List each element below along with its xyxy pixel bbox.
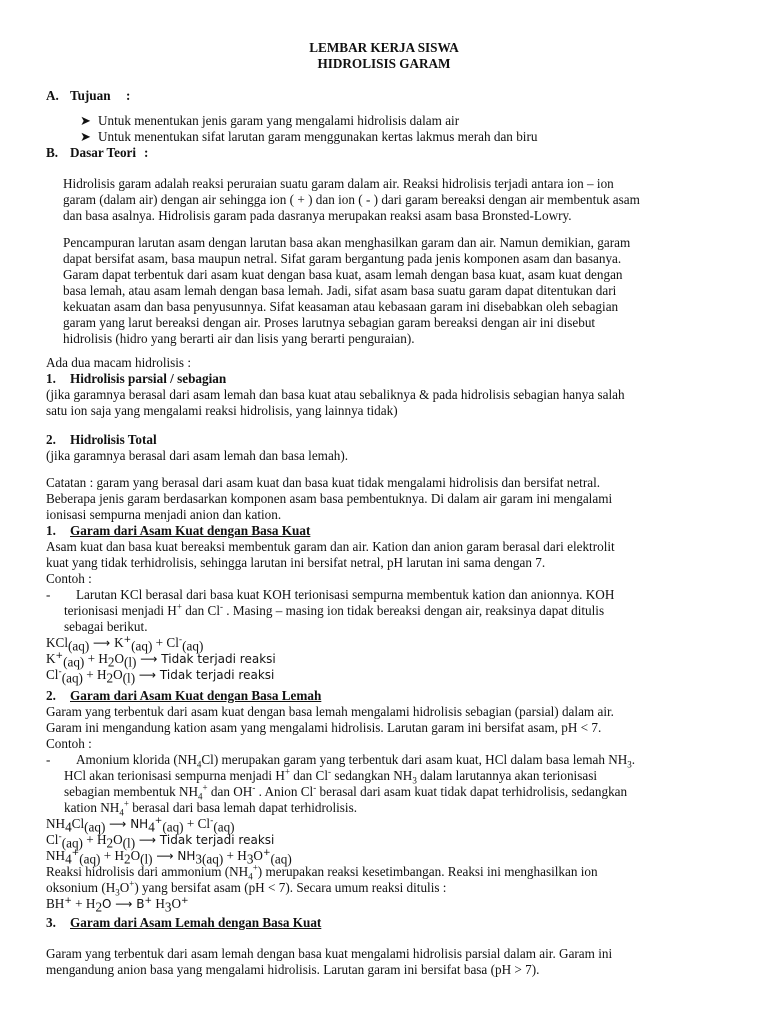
text-line: Larutan KCl berasal dari basa kuat KOH terionisasi sempurna membentuk kation dan anionnya. KOH	[76, 587, 615, 602]
type-1-num: 1.	[46, 371, 56, 386]
eq-sub: 2	[106, 835, 114, 851]
text-line: kekuatan asam dan basa penyusunnya. Sifat keasaman atau kebasaan garam ini disebabkan oleh sebagian	[63, 299, 619, 314]
salt-3-num: 3.	[46, 915, 56, 930]
eq-sub: (aq)	[213, 819, 235, 835]
eq-sub: (aq)	[131, 638, 153, 654]
text-run: terionisasi menjadi H	[64, 603, 177, 618]
text-run: dan Cl	[181, 603, 220, 618]
type-1-title: Hidrolisis parsial / sebagian	[70, 371, 227, 386]
text-sub: 4	[119, 807, 124, 818]
text-run: berasal dari asam kuat tidak dapat terhidrolisis, sedangkan	[316, 784, 628, 799]
eq-part: K	[114, 635, 124, 650]
text-sub: 4	[248, 871, 253, 882]
eq-part: O	[114, 651, 124, 666]
eq-sub: 2	[107, 654, 115, 670]
goal-text: Untuk menentukan sifat larutan garam menggunakan kertas lakmus merah dan biru	[98, 129, 538, 144]
section-b-colon: :	[144, 145, 149, 160]
text-line: dapat bersifat asam, basa maupun netral. Sifat garam bergantung pada jenis komponen asam dan basanya.	[63, 251, 622, 266]
eq-sub: 3	[195, 851, 203, 867]
text-run: O	[119, 880, 130, 895]
text-line: garam yang larut bereaksi dengan air. Proses larutnya sebagian garam bereaksi dengan air ini disebut	[63, 315, 596, 330]
text-run: . Masing – masing ion tidak bereaksi dengan air, reaksinya dapat ditulis	[223, 603, 605, 618]
reaction-kcl	[46, 635, 728, 654]
eq-sub: (aq)	[182, 638, 204, 654]
eq-part: Cl	[46, 832, 59, 847]
text-line: satu ion saja yang mengalami reaksi hidrolisis, yang lainnya tidak)	[46, 403, 398, 418]
section-a-colon: :	[126, 88, 131, 103]
eq-part: H	[152, 896, 165, 911]
eq-part: O	[253, 848, 263, 863]
text-line: Beberapa jenis garam berdasarkan komponen asam basa pembentuknya. Di dalam air garam ini mengalami	[46, 491, 613, 506]
note-block	[46, 475, 728, 686]
eq-arrow: ⟶ NH	[105, 817, 149, 831]
goal-list	[80, 113, 720, 145]
text-line	[64, 768, 635, 784]
eq-sub: 2	[124, 851, 131, 867]
text-run: sedangkan NH	[331, 768, 413, 783]
salt-1-num: 1.	[46, 523, 56, 538]
text-line: basa lemah, atau asam lemah dengan basa lemah. Jadi, sifat asam basa suatu garam dapat ditentukan dari	[63, 283, 617, 298]
text-line: hidrolisis (hidro yang berarti air dan lisis yang berarti penguraian).	[63, 331, 415, 346]
text-sup: +	[284, 766, 290, 777]
salt-3-block	[46, 915, 728, 931]
text-line: kuat yang tidak terhidrolisis, sehingga larutan ini bersifat netral, pH larutan ini sama dengan 7.	[46, 555, 546, 570]
eq-part: + H	[71, 896, 96, 911]
eq-sub: (l)	[124, 654, 137, 670]
goal-item	[80, 113, 720, 129]
text-line: ionisasi sempurna menjadi anion dan kation.	[46, 507, 282, 522]
eq-sub: 4	[65, 819, 72, 835]
eq-sub: 3	[246, 851, 254, 867]
text-run: Reaksi hidrolisis dari ammonium (NH	[46, 864, 249, 879]
text-sup: -	[252, 782, 256, 793]
page-subtitle: HIDROLISIS GARAM	[317, 56, 451, 71]
section-b-header	[46, 145, 728, 161]
text-line: Contoh :	[46, 736, 92, 751]
text-line: Garam ini mengandung kation asam yang mengalami hidrolisis. Larutan garam ini bersifat asam, pH < 7.	[46, 720, 602, 735]
eq-part: K	[46, 651, 56, 666]
text-line: garam (dalam air) dengan air sehingga ion ( + ) dan ion ( - ) dari garam bereaksi dengan air membentuk asam	[63, 192, 640, 207]
text-sup: -	[328, 766, 332, 777]
eq-sub: (aq)	[84, 819, 106, 835]
page-title: LEMBAR KERJA SISWA	[309, 40, 459, 55]
eq-part: O	[113, 832, 123, 847]
eq-sup: +	[144, 896, 153, 906]
eq-arrow: ⟶	[89, 636, 115, 650]
eq-sup: -	[178, 635, 183, 645]
eq-sup: -	[58, 667, 62, 677]
text-line: Pencampuran larutan asam dengan larutan basa akan menghasilkan garam dan air. Namun demikian, garam	[63, 235, 631, 250]
eq-sub: (aq)	[270, 851, 292, 867]
eq-sup: +	[262, 848, 271, 858]
eq-part: O ⟶ B	[102, 897, 145, 911]
text-run: HCl akan terionisasi sempurna menjadi H	[64, 768, 285, 783]
text-sup: -	[313, 782, 317, 793]
eq-sup: -	[58, 832, 62, 842]
text-run: dan Cl	[289, 768, 329, 783]
text-sub: 3	[412, 775, 417, 786]
eq-part: Cl	[46, 667, 59, 682]
salt-3-heading	[46, 915, 728, 931]
text-run: dalam larutannya akan terionisasi	[416, 768, 598, 783]
text-run: . Anion Cl	[255, 784, 314, 799]
types-intro: Ada dua macam hidrolisis :	[46, 355, 192, 370]
reaction-cl-water-2	[46, 832, 728, 851]
eq-sub: (aq)	[202, 851, 224, 867]
salt-1-example	[46, 587, 728, 635]
text-sub: 3	[115, 887, 120, 898]
eq-part: + H	[82, 667, 107, 682]
eq-sub: (aq)	[61, 670, 83, 686]
salt-2-num: 2.	[46, 688, 56, 703]
eq-sup: +	[64, 896, 72, 906]
text-line: mengandung anion basa yang mengalami hidrolisis. Larutan garam ini bersifat basa (pH > 7).	[46, 962, 540, 977]
text-run: ) merupakan reaksi kesetimbangan. Reaksi ini menghasilkan ion	[257, 864, 598, 879]
text-line: Asam kuat dan basa kuat bereaksi membentuk garam dan air. Kation dan anion garam berasal dari elektrolit	[46, 539, 615, 554]
dash-bullet: -	[46, 587, 51, 602]
text-line: Garam dapat terbentuk dari asam kuat dengan basa kuat, asam lemah dengan basa kuat, asam kuat dengan	[63, 267, 623, 282]
goal-text: Untuk menentukan jenis garam yang mengalami hidrolisis dalam air	[98, 113, 460, 128]
arrow-bullet-icon: ➤	[80, 113, 92, 128]
text-line	[46, 864, 728, 880]
text-sup: +	[252, 862, 258, 873]
text-line: Catatan : garam yang berasal dari asam kuat dan basa kuat tidak mengalami hidrolisis dan bersifat netral.	[46, 475, 601, 490]
eq-sub: 3	[164, 899, 172, 915]
eq-sub: (aq)	[79, 851, 101, 867]
eq-part: ⟶ Tidak terjadi reaksi	[135, 668, 275, 682]
hydrolysis-types	[46, 355, 728, 419]
text-run: sebagian membentuk NH	[64, 784, 199, 799]
eq-part: O	[130, 848, 141, 863]
section-a-label: Tujuan	[70, 88, 111, 103]
text-run: Amonium klorida (NH	[76, 752, 197, 767]
section-b-letter: B.	[46, 145, 59, 160]
text-run: oksonium (H	[46, 880, 116, 895]
text-line: terionisasi menjadi H+ dan Cl- . Masing – masing ion tidak bereaksi dengan air, reaksinya dapat ditulis	[64, 601, 605, 618]
type-2-heading	[46, 432, 728, 448]
eq-sub: (l)	[140, 851, 153, 867]
eq-part: + H	[223, 848, 247, 863]
text-run: Cl) merupakan garam yang terbentuk dari asam kuat, HCl dalam basa lemah NH	[201, 752, 628, 767]
theory-paragraph-1	[63, 176, 733, 224]
eq-part: + Cl	[183, 816, 211, 831]
eq-part: + H	[100, 848, 124, 863]
salt-1-heading	[46, 523, 728, 539]
eq-part: ⟶ Tidak terjadi reaksi	[136, 652, 276, 666]
text-line: (jika garamnya berasal dari asam lemah dan basa lemah).	[46, 448, 349, 463]
section-a-header	[46, 88, 728, 104]
eq-sub: (l)	[122, 670, 136, 686]
eq-part: + H	[82, 832, 107, 847]
theory-paragraph-2	[63, 235, 733, 347]
arrow-bullet-icon: ➤	[80, 129, 92, 144]
eq-part: BH	[46, 896, 65, 911]
text-line: Garam yang terbentuk dari asam kuat dengan basa lemah mengalami hidrolisis sebagian (parsial) dalam air.	[46, 704, 614, 719]
eq-sup: -	[210, 816, 214, 826]
reaction-nh4-water	[46, 848, 728, 867]
text-line	[64, 784, 635, 800]
reaction-nh4cl	[46, 816, 728, 835]
text-run: berasal dari basa lemah dapat terhidrolisis.	[128, 800, 358, 815]
text-line	[64, 800, 635, 816]
text-sub: 4	[196, 759, 202, 770]
text-line: sebagai berikut.	[64, 619, 148, 634]
salt-2-block	[46, 688, 728, 915]
eq-sup: +	[154, 816, 163, 826]
salt-3-title: Garam dari Asam Lemah dengan Basa Kuat	[70, 915, 322, 930]
eq-sup: +	[123, 635, 132, 645]
eq-part: Cl	[166, 635, 179, 650]
eq-sub: 2	[106, 670, 114, 686]
eq-sub: 4	[148, 819, 155, 835]
eq-part: Cl	[71, 816, 85, 831]
text-sub: 4	[198, 791, 203, 802]
text-run: kation NH	[64, 800, 120, 815]
eq-sup: +	[55, 651, 64, 661]
text-line: Garam yang terbentuk dari asam lemah dengan basa kuat mengalami hidrolisis parsial dalam air. Garam ini	[46, 946, 613, 961]
eq-part: ⟶ Tidak terjadi reaksi	[135, 833, 275, 847]
text-line: dan basa asalnya. Hidrolisis garam pada dasranya merupakan reaksi asam basa Bronsted-Lowry.	[63, 208, 572, 223]
dash-bullet: -	[46, 752, 51, 767]
reaction-general	[46, 896, 728, 915]
eq-part: O	[171, 896, 182, 911]
text-line: Contoh :	[46, 571, 92, 586]
reaction-cl-water	[46, 667, 728, 686]
salt-3-text	[46, 946, 728, 978]
type-2-num: 2.	[46, 432, 56, 447]
eq-part: O	[113, 667, 123, 682]
eq-sub: (aq)	[67, 638, 90, 654]
text-sub: 3	[627, 759, 632, 770]
eq-part: + H	[84, 651, 108, 666]
eq-sup: +	[71, 848, 80, 858]
text-sup: +	[129, 878, 135, 889]
text-run: .	[631, 752, 636, 767]
salt-2-example	[46, 752, 728, 816]
type-2-title: Hidrolisis Total	[70, 432, 157, 447]
eq-sup: +	[181, 896, 189, 906]
eq-sub: (l)	[122, 835, 136, 851]
type-1-heading	[46, 371, 728, 387]
text-line: Hidrolisis garam adalah reaksi peruraian suatu garam dalam air. Reaksi hidrolisis terjadi antara ion – ion	[63, 176, 614, 191]
goal-item	[80, 129, 720, 145]
text-sup: +	[123, 798, 129, 809]
eq-sub: 2	[95, 899, 103, 915]
section-b-label: Dasar Teori	[70, 145, 137, 160]
eq-sub: (aq)	[162, 819, 184, 835]
hydrolysis-type-2	[46, 432, 728, 464]
text-run: dan OH	[207, 784, 253, 799]
eq-sub: 4	[65, 851, 72, 867]
salt-1-title: Garam dari Asam Kuat dengan Basa Kuat	[70, 523, 311, 538]
text-line	[46, 880, 728, 896]
eq-part: +	[152, 635, 167, 650]
text-sup: +	[202, 782, 208, 793]
eq-sub: (aq)	[63, 654, 85, 670]
eq-part: NH	[46, 848, 66, 863]
text-run: ) yang bersifat asam (pH < 7). Secara umum reaksi ditulis :	[134, 880, 447, 895]
salt-2-heading	[46, 688, 728, 704]
eq-arrow: ⟶ NH	[152, 849, 196, 863]
text-line	[64, 752, 635, 768]
salt-2-title: Garam dari Asam Kuat dengan Basa Lemah	[70, 688, 322, 703]
section-a-letter: A.	[46, 88, 59, 103]
eq-part: NH	[46, 816, 66, 831]
eq-sub: (aq)	[61, 835, 83, 851]
reaction-k-water	[46, 651, 728, 670]
eq-part: KCl	[46, 635, 68, 650]
text-line: (jika garamnya berasal dari asam lemah dan basa kuat atau sebaliknya & pada hidrolisis sebagian hanya salah	[46, 387, 625, 402]
